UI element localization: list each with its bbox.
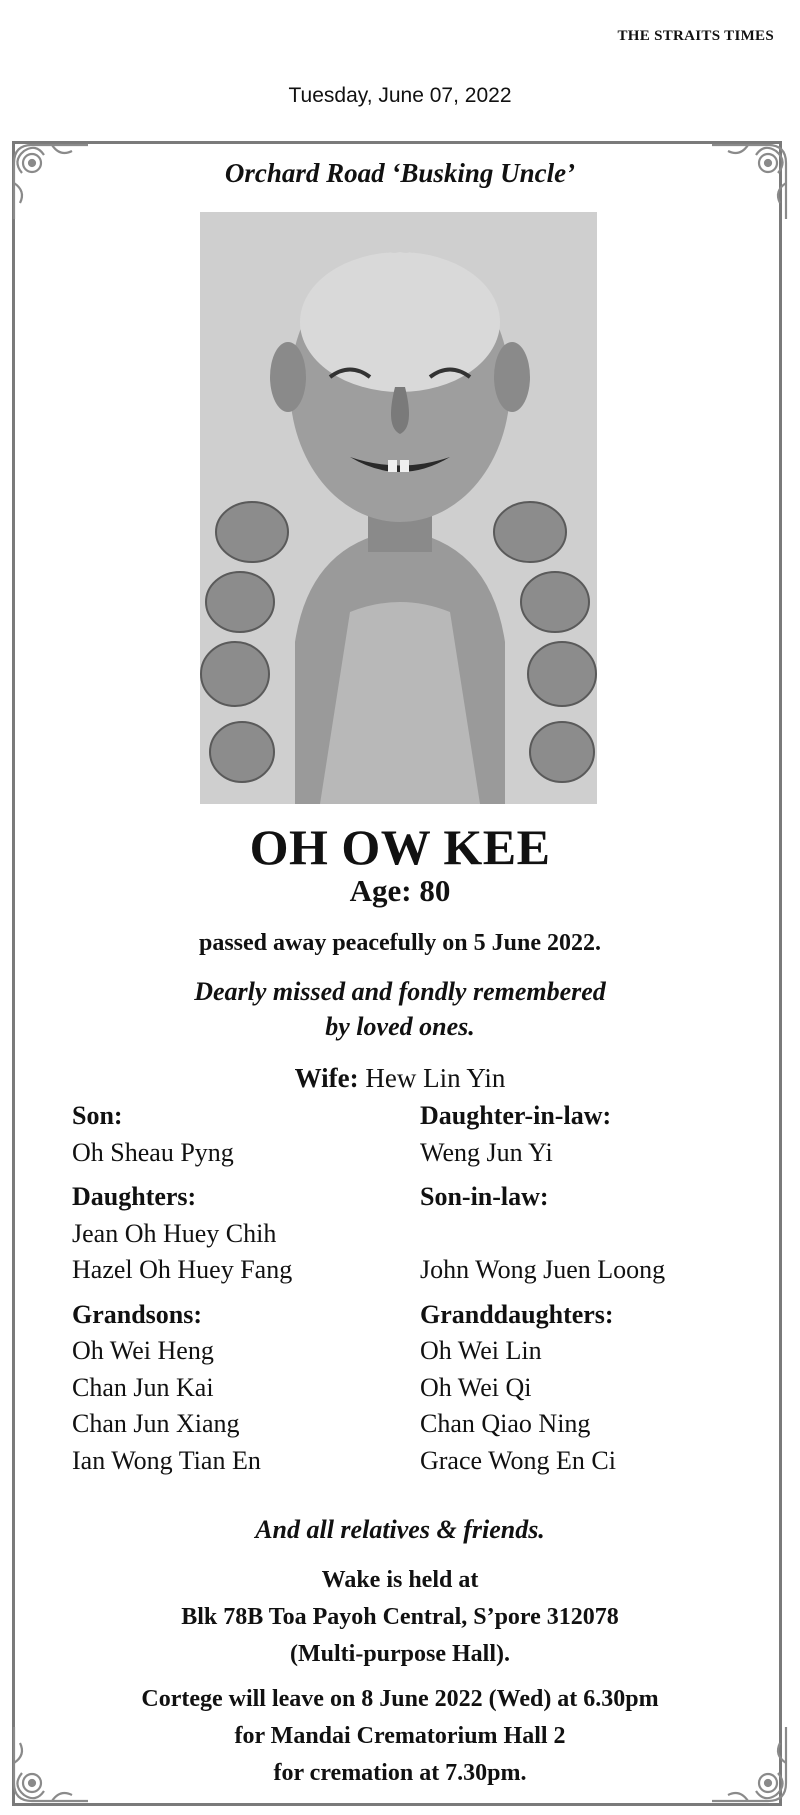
- remembrance-line-1: Dearly missed and fondly remembered: [194, 977, 606, 1006]
- daughter-in-law-heading: Daughter-in-law:: [420, 1101, 612, 1130]
- remembrance-line-2: by loved ones.: [325, 1012, 475, 1041]
- daughter-name: Jean Oh Huey Chih: [72, 1218, 277, 1248]
- family-left-column: [72, 1098, 292, 1479]
- grandson-name: Ian Wong Tian En: [72, 1445, 261, 1475]
- cortege-line-1: Cortege will leave on 8 June 2022 (Wed) at 6.30pm: [141, 1686, 659, 1712]
- family-right-column: [420, 1098, 665, 1479]
- portrait-photo: [200, 212, 597, 804]
- wife-label: Wife:: [294, 1063, 359, 1093]
- granddaughter-name: Oh Wei Qi: [420, 1372, 532, 1402]
- relatives-line: And all relatives & friends.: [255, 1515, 545, 1544]
- son-name: Oh Sheau Pyng: [72, 1137, 234, 1167]
- granddaughter-name: Chan Qiao Ning: [420, 1409, 591, 1438]
- granddaughter-name: Grace Wong En Ci: [420, 1445, 616, 1475]
- wake-hall: (Multi-purpose Hall).: [290, 1641, 510, 1667]
- daughter-name: Hazel Oh Huey Fang: [72, 1255, 293, 1284]
- daughter-in-law-name: Weng Jun Yi: [420, 1137, 553, 1167]
- deceased-name: OH OW KEE: [249, 819, 551, 875]
- age: Age: 80: [349, 873, 451, 908]
- publication-date: Tuesday, June 07, 2022: [288, 84, 512, 107]
- wife-name: Hew Lin Yin: [365, 1063, 506, 1093]
- masthead: THE STRAITS TIMES: [617, 28, 774, 44]
- grandson-name: Oh Wei Heng: [72, 1336, 214, 1365]
- grandson-name: Chan Jun Kai: [72, 1372, 214, 1402]
- son-heading: Son:: [72, 1101, 123, 1130]
- granddaughters-heading: Granddaughters:: [420, 1299, 614, 1329]
- wife-line: [0, 1063, 800, 1094]
- cortege-line-3: for cremation at 7.30pm.: [273, 1760, 527, 1786]
- daughters-heading: Daughters:: [72, 1182, 197, 1211]
- cortege-line-2: for Mandai Crematorium Hall 2: [234, 1723, 566, 1749]
- wake-line-1: Wake is held at: [321, 1567, 479, 1593]
- headline: Orchard Road ‘Busking Uncle’: [224, 158, 576, 188]
- son-in-law-heading: Son-in-law:: [420, 1182, 549, 1211]
- wake-address: Blk 78B Toa Payoh Central, S’pore 312078: [181, 1604, 619, 1630]
- son-in-law-name: John Wong Juen Loong: [420, 1255, 666, 1284]
- grandsons-heading: Grandsons:: [72, 1299, 203, 1329]
- granddaughter-name: Oh Wei Lin: [420, 1336, 542, 1365]
- grandson-name: Chan Jun Xiang: [72, 1409, 240, 1438]
- passed-away-text: passed away peacefully on 5 June 2022.: [198, 930, 602, 956]
